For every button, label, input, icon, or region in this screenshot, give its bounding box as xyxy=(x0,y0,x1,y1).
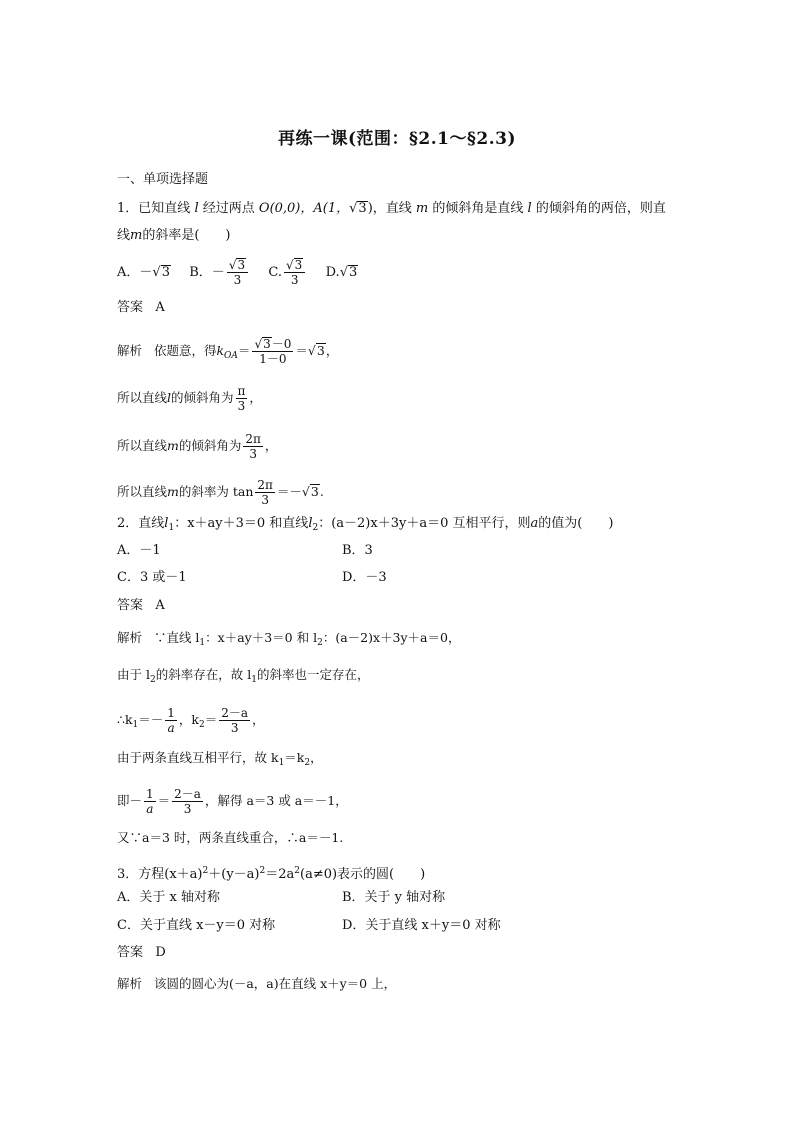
q3-stem: 3．方程$(x+a)^2+(y-a)^2=2a^2(a\ne 0)$表示的圆( ) xyxy=(117,866,426,882)
q1-analysis-4: 所以直线m的斜率为 tan $\frac{2\pi}{3}$ ＝－√3. xyxy=(117,478,324,507)
q1-analysis-1: 解析 依题意，得$k_{OA}=$ $\frac{√3-0}{1-0}$ ＝√3， xyxy=(117,337,339,366)
q3-option-a: A．关于 x 轴对称 xyxy=(117,890,220,905)
q2-analysis-6: 又∵a＝3 时，两条直线重合，∴a＝－1. xyxy=(117,830,344,845)
q3-option-b: B．关于 y 轴对称 xyxy=(342,890,446,905)
q2-option-a: A．－1 xyxy=(117,543,161,558)
q1-option-a: A．－√3 xyxy=(117,265,170,280)
sqrt-symbol: √3 xyxy=(349,201,367,216)
q1-analysis-3: 所以直线m的倾斜角为 $\frac{2\pi}{3}$ ， xyxy=(117,432,278,461)
section-heading: 一、单项选择题 xyxy=(117,172,209,187)
q2-analysis-4: 由于两条直线互相平行，故 $k_1=k_2$， xyxy=(117,750,323,768)
q2-option-c: C．3 或－1 xyxy=(117,570,187,585)
q1-number: 1． xyxy=(117,201,139,216)
q1-option-c: C. $\frac{√3}{3}$ xyxy=(268,265,307,280)
q1-answer: 答案 A xyxy=(117,300,165,315)
q3-option-d: D．关于直线 x＋y＝0 对称 xyxy=(342,918,501,933)
q1-options xyxy=(117,258,358,287)
q2-analysis-5: 即－ $\frac{1}{a}$ ＝ $\frac{2-a}{3}$ ，解得 a＝3 或 a＝－1， xyxy=(117,787,348,816)
q1-analysis-2: 所以直线l的倾斜角为 $\frac{\pi}{3}$ ， xyxy=(117,384,262,413)
q2-answer: 答案 A xyxy=(117,598,165,613)
q2-analysis-2: 由于 $l_2$的斜率存在，故 $l_1$的斜率也一定存在， xyxy=(117,667,370,685)
q2-number: 2． xyxy=(117,516,139,531)
q3-answer: 答案 D xyxy=(117,945,166,960)
q1-stem-line2: 线m的斜率是( ) xyxy=(117,228,231,243)
q1-option-b: B．－ $\frac{√3}{3}$ xyxy=(189,265,250,280)
q2-analysis-3: $\therefore k_1=-$ $\frac{1}{a}$ ，$k_2=$ $\frac{2-a}{3}$ ， xyxy=(117,706,265,735)
q3-option-c: C．关于直线 x－y＝0 对称 xyxy=(117,918,276,933)
q3-number: 3． xyxy=(117,867,139,882)
page-title: 再练一课(范围：§2.1～§2.3) xyxy=(277,129,517,149)
q1-option-d: D.√3 xyxy=(325,265,358,280)
q2-analysis-1: 解析 ∵直线 $l_1$：x＋ay＋3＝0 和 $l_2$：(a－2)x＋3y＋a＝0， xyxy=(117,630,461,648)
q2-option-b: B．3 xyxy=(342,543,373,558)
q2-option-d: D．－3 xyxy=(342,570,387,585)
q3-analysis-1: 解析 该圆的圆心为(－a，a)在直线 x＋y＝0 上， xyxy=(117,976,397,991)
q2-stem: 2．直线$l_1$：x＋ay＋3＝0 和直线$l_2$：(a－2)x＋3y＋a＝0 互相平行，则a的值为( ) xyxy=(117,516,614,533)
q1-stem-line1: 1．已知直线 l 经过两点 O(0,0)，A(1，√3)，直线 m 的倾斜角是直线 l 的倾斜角的两倍，则直 xyxy=(117,201,666,216)
